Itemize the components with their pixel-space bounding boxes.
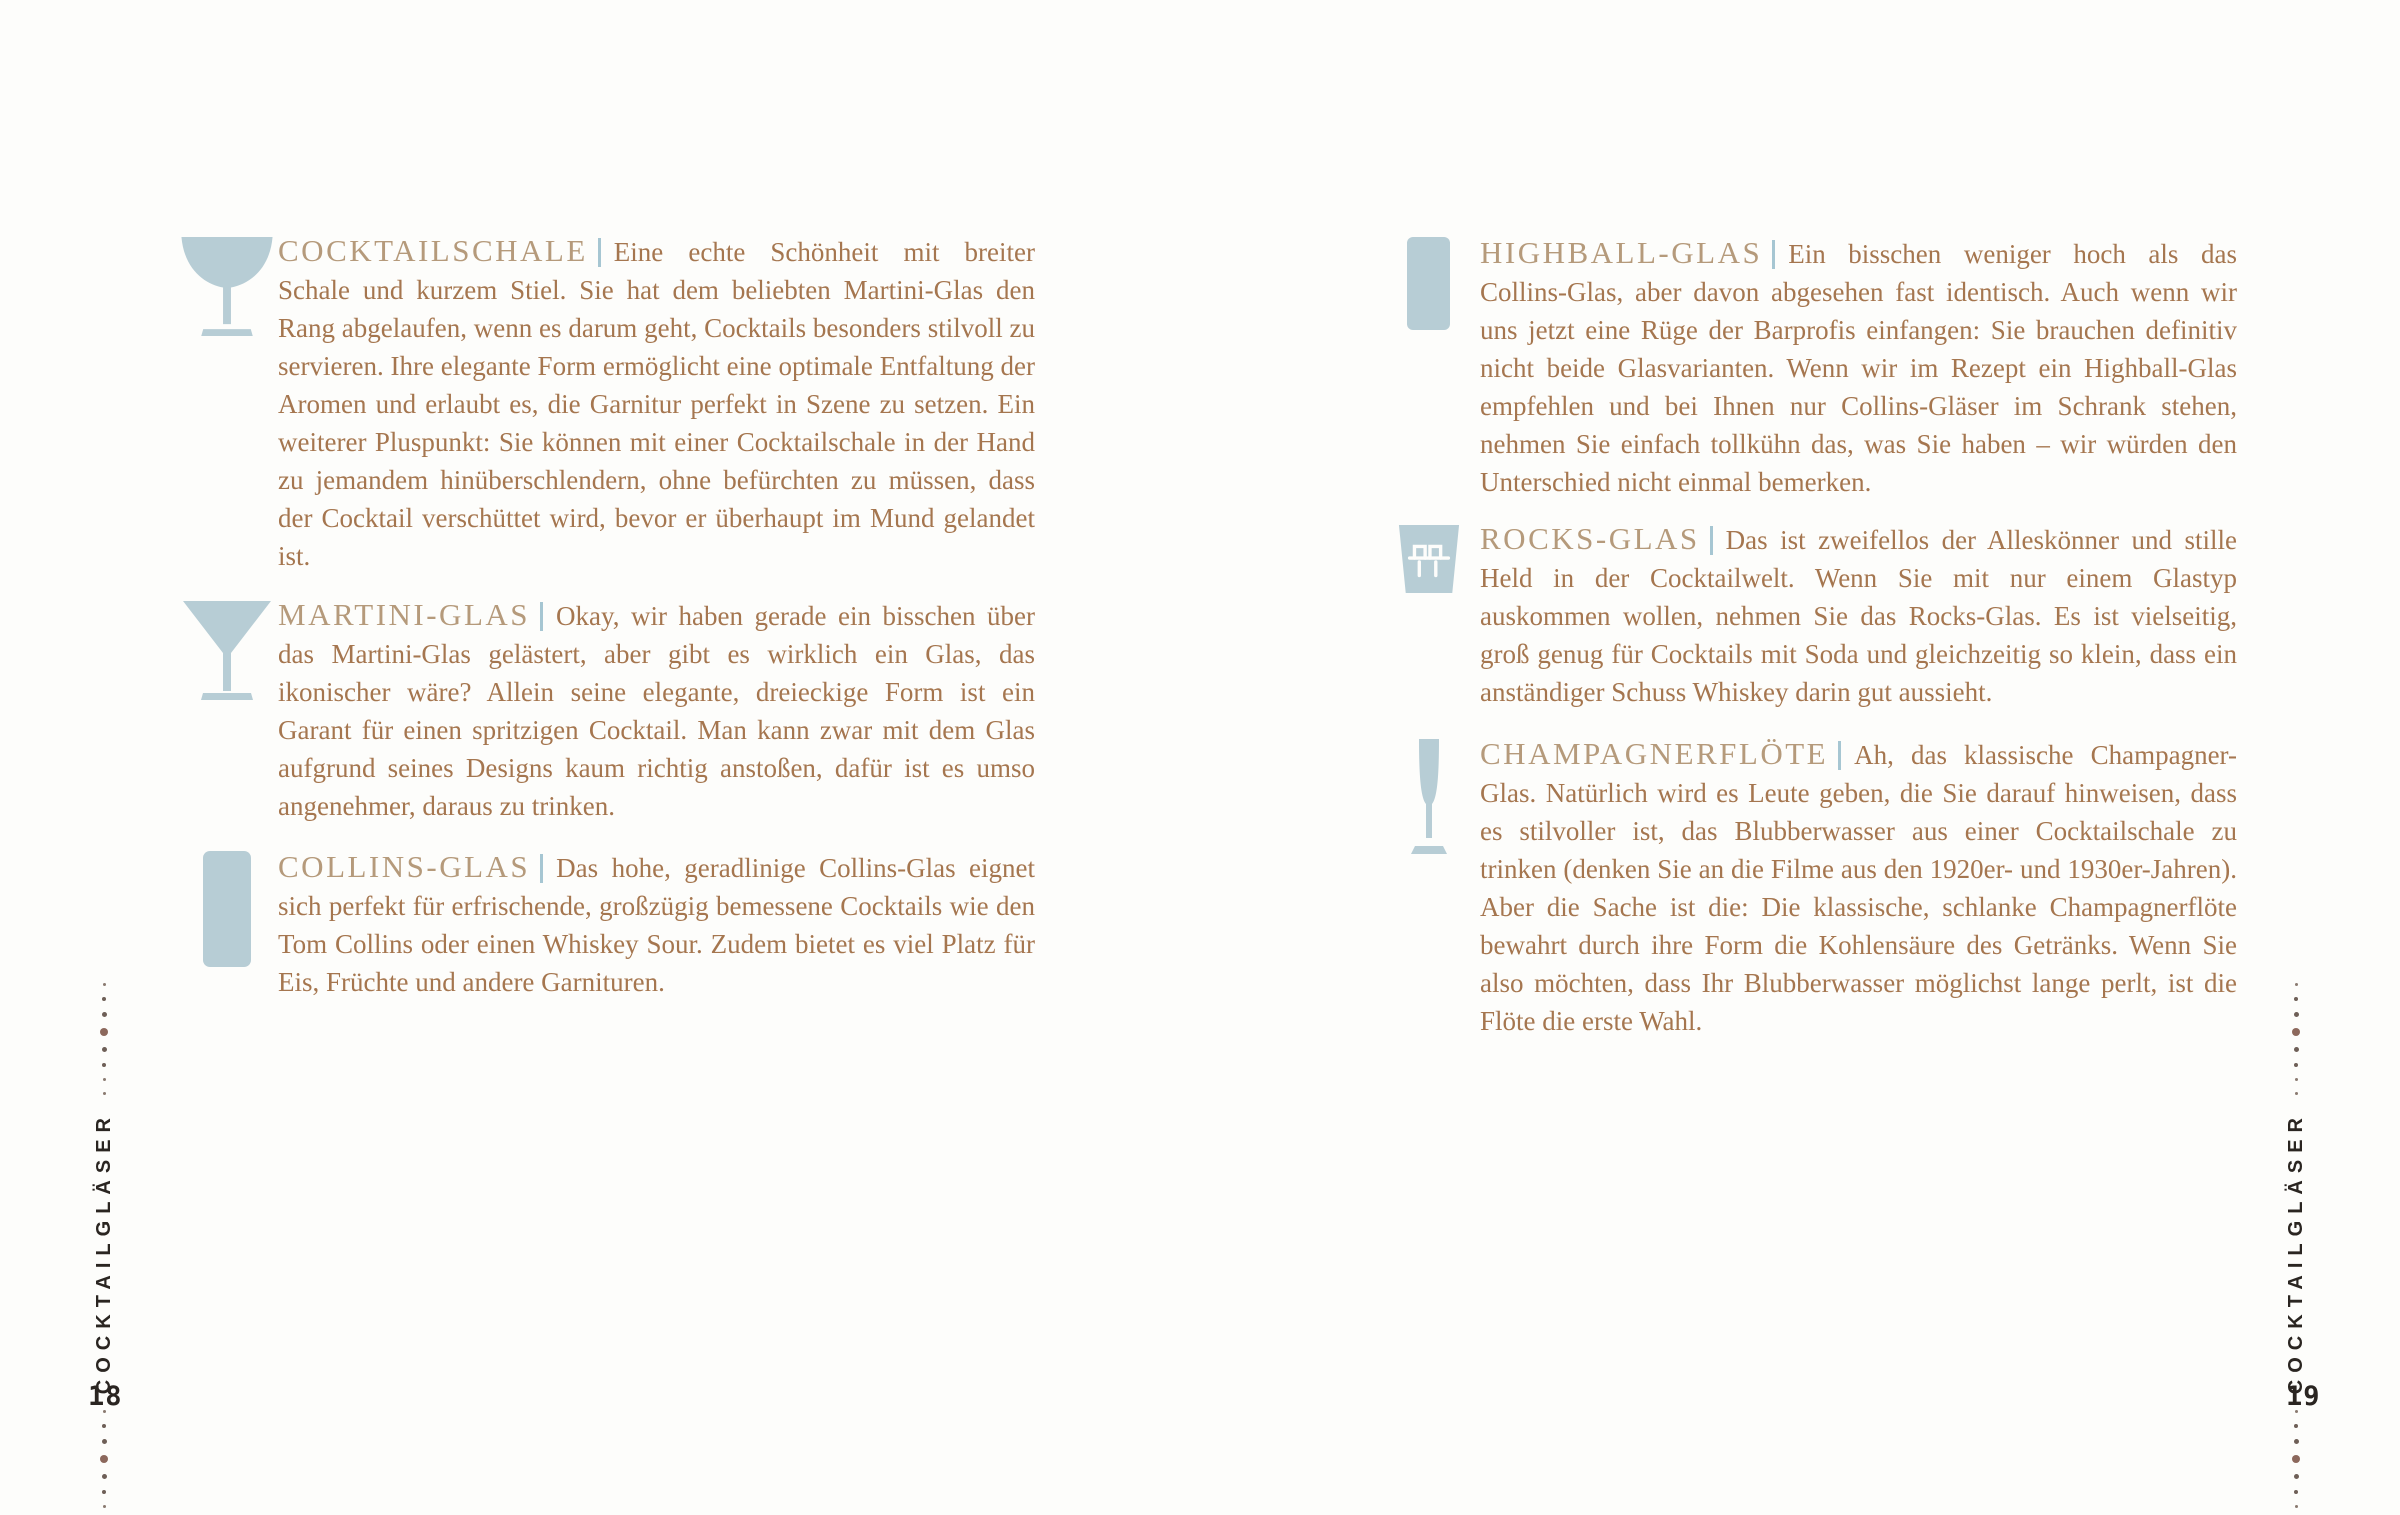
section-cocktailschale: [175, 233, 1037, 575]
ornament-dot: [102, 1012, 107, 1017]
dot-ornament-bottom: [100, 1410, 108, 1508]
section-body-text: Eine echte Schönheit mit breiter Schale und kurzem Stiel. Sie hat dem beliebten Martini-Glas den Rang abgelaufen, wenn es darum geht, Cocktails besonders stilvoll zu servieren. Ihre elegante Form ermöglicht eine optimale Entfaltung der Aromen und erlaubt es, die Garnitur perfekt in Szene zu setzen. Ein weiterer Pluspunkt: Sie können mit einer Cocktailschale in der Hand zu jemandem hinüberschlendern, ohne befürchten zu müssen, dass der Cocktail verschüttet wird, bevor er überhaupt im Mund gelandet ist.: [278, 237, 1035, 571]
ornament-dot: [102, 1063, 106, 1067]
section-paragraph: [278, 233, 1035, 575]
ornament-dot: [102, 1439, 107, 1444]
title-separator: [540, 854, 543, 883]
ornament-dot: [2294, 1012, 2299, 1017]
section-rocks-glas: [1377, 521, 2239, 711]
icon-column: [175, 597, 278, 825]
title-separator: [598, 238, 601, 267]
dot-ornament-top: [2292, 983, 2300, 1095]
section-title: COCKTAILSCHALE: [278, 233, 588, 268]
section-highball-glas: [1377, 235, 2239, 501]
section-title: HIGHBALL-GLAS: [1480, 235, 1763, 270]
ornament-dot: [2294, 1047, 2299, 1052]
icon-column: [1377, 736, 1480, 1040]
chapter-label-vertical: COCKTAILGLÄSER: [92, 1111, 115, 1395]
champagne-flute-icon: [1408, 738, 1450, 860]
left-margin-decoration: [82, 983, 126, 1508]
section-body-text: Ein bisschen weniger hoch als das Collins-Glas, aber davon abgesehen fast identisch. Auch wenn wir uns jetzt eine Rüge der Barprofis einfangen: Sie brauchen definitiv nicht beide Glasvarianten. Wenn wir im Rezept ein Highball-Glas empfehlen und bei Ihnen nur Collins-Gläser im Schrank stehen, nehmen Sie einfach tollkühn das, was Sie haben – wir würden den Unterschied nicht einmal bemerken.: [1480, 239, 2237, 497]
dot-ornament-bottom: [2292, 1410, 2300, 1508]
ornament-dot: [103, 1092, 106, 1095]
ornament-dot: [100, 1455, 108, 1463]
ornament-dot: [2294, 1439, 2299, 1444]
coupe-glass-icon: [179, 235, 275, 338]
section-title: COLLINS-GLAS: [278, 849, 531, 884]
icon-column: [175, 849, 278, 1001]
ornament-dot: [2294, 997, 2298, 1001]
ornament-dot: [2295, 1505, 2298, 1508]
ornament-dot: [2295, 983, 2298, 986]
section-body-text: Das ist zweifellos der Alleskönner und stille Held in der Cocktailwelt. Wenn Sie mit nur einem Glastyp auskommen wollen, nehmen Sie das Rocks-Glas. Es ist vielseitig, groß genug für Cocktails mit Soda und gleichzeitig so klein, dass ein anständiger Schuss Whiskey darin gut aussieht.: [1480, 525, 2237, 707]
section-title: MARTINI-GLAS: [278, 597, 531, 632]
icon-column: [175, 233, 278, 575]
section-paragraph: [278, 849, 1035, 1001]
ornament-dot: [102, 1490, 106, 1494]
ornament-dot: [102, 1047, 107, 1052]
highball-glass-icon: [1407, 237, 1450, 330]
ornament-dot: [100, 1028, 108, 1036]
section-title: CHAMPAGNERFLÖTE: [1480, 736, 1829, 771]
section-body-text: Das hohe, geradlinige Collins-Glas eignet sich perfekt für erfrischende, großzügig bemessene Cocktails wie den Tom Collins oder einen Whiskey Sour. Zudem bietet es viel Platz für Eis, Früchte und andere Garnituren.: [278, 853, 1035, 997]
rocks-glass-icon: [1397, 523, 1461, 595]
ornament-dot: [2294, 1490, 2298, 1494]
section-champagnerfloete: [1377, 736, 2239, 1040]
page-number-left: 18: [88, 1381, 123, 1412]
section-title: ROCKS-GLAS: [1480, 521, 1700, 556]
ornament-dot: [103, 1078, 106, 1081]
ornament-dot: [103, 1505, 106, 1508]
ornament-dot: [102, 997, 106, 1001]
title-separator: [1710, 526, 1713, 555]
ornament-dot: [2295, 1078, 2298, 1081]
chapter-label-vertical: COCKTAILGLÄSER: [2284, 1111, 2307, 1395]
section-collins-glas: [175, 849, 1037, 1001]
page-number-right: 19: [2286, 1381, 2321, 1412]
section-paragraph: [1480, 235, 2237, 501]
collins-glass-icon: [203, 851, 251, 967]
title-separator: [1838, 741, 1841, 770]
icon-column: [1377, 235, 1480, 501]
ornament-dot: [2295, 1092, 2298, 1095]
section-paragraph: [278, 597, 1035, 825]
martini-glass-icon: [182, 599, 272, 703]
ornament-dot: [102, 1424, 106, 1428]
section-martini-glas: [175, 597, 1037, 825]
ornament-dot: [102, 1474, 107, 1479]
ornament-dot: [103, 983, 106, 986]
ornament-dot: [2294, 1063, 2298, 1067]
section-paragraph: [1480, 736, 2237, 1040]
icon-column: [1377, 521, 1480, 711]
section-paragraph: [1480, 521, 2237, 711]
title-separator: [540, 602, 543, 631]
ornament-dot: [2294, 1424, 2298, 1428]
ornament-dot: [2294, 1474, 2299, 1479]
title-separator: [1772, 240, 1775, 269]
section-body-text: Ah, das klassische Champagner-Glas. Natürlich wird es Leute geben, die Sie darauf hinweisen, dass es stilvoller ist, das Blubberwasser aus einer Cocktailschale zu trinken (denken Sie an die Filme aus den 1920er- und 1930er-Jahren). Aber die Sache ist die: Die klassische, schlanke Champagnerflöte bewahrt durch ihre Form die Kohlensäure des Getränks. Wenn Sie also möchten, dass Ihr Blubberwasser möglichst lange perlt, ist die Flöte die erste Wahl.: [1480, 740, 2237, 1036]
ornament-dot: [2292, 1455, 2300, 1463]
section-body-text: Okay, wir haben gerade ein bisschen über das Martini-Glas gelästert, aber gibt es wirklich ein Glas, das ikonischer wäre? Allein seine elegante, dreieckige Form ist ein Garant für einen spritzigen Cocktail. Man kann zwar mit dem Glas aufgrund seines Designs kaum richtig anstoßen, dafür ist es umso angenehmer, daraus zu trinken.: [278, 601, 1035, 821]
ornament-dot: [2292, 1028, 2300, 1036]
right-margin-decoration: [2274, 983, 2318, 1508]
dot-ornament-top: [100, 983, 108, 1095]
